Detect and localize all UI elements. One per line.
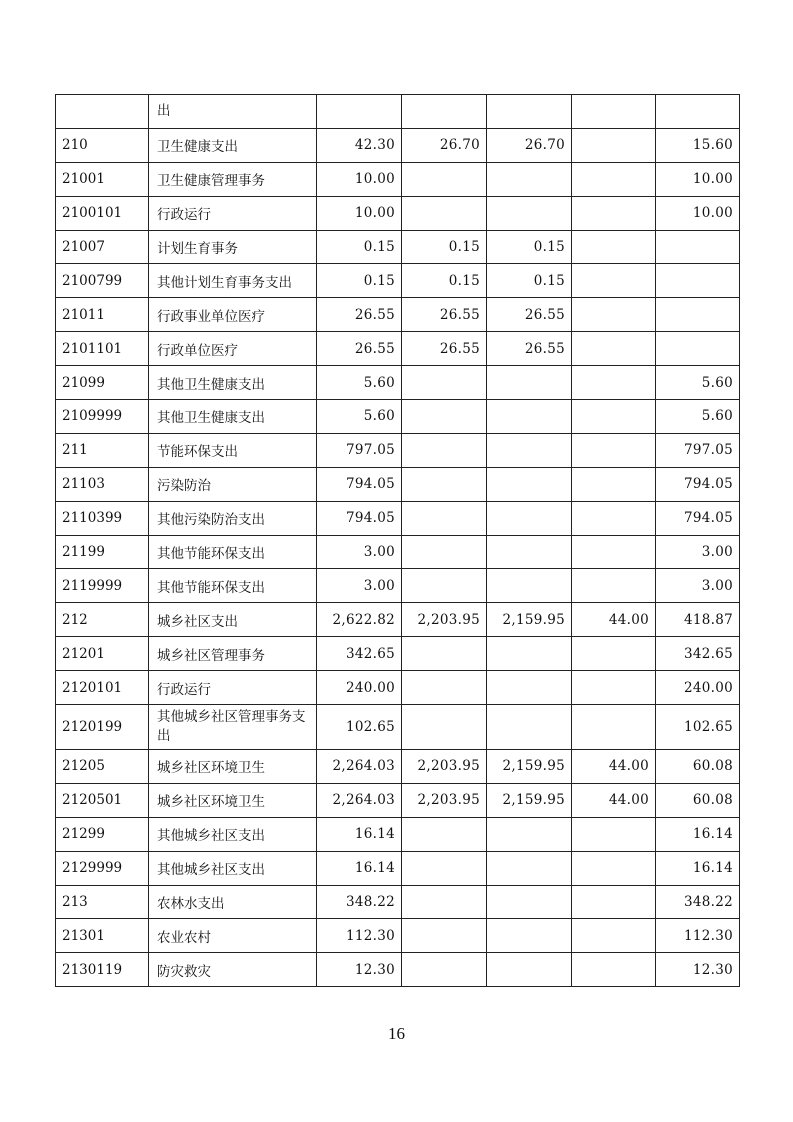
public-expenditure-cell xyxy=(572,851,656,885)
project-expenditure-cell: 16.14 xyxy=(656,851,740,885)
account-code-cell: 2101101 xyxy=(56,332,149,366)
table-row xyxy=(56,433,740,467)
account-name-cell: 卫生健康管理事务 xyxy=(149,162,317,196)
account-name-cell: 污染防治 xyxy=(149,467,317,501)
table-row xyxy=(56,230,740,264)
public-expenditure-cell: 44.00 xyxy=(572,783,656,817)
account-code-cell: 21301 xyxy=(56,919,149,953)
project-expenditure-cell: 10.00 xyxy=(656,196,740,230)
total-amount-cell: 240.00 xyxy=(317,671,402,705)
total-amount-cell: 794.05 xyxy=(317,501,402,535)
account-code-cell: 2129999 xyxy=(56,851,149,885)
account-name-cell: 行政运行 xyxy=(149,196,317,230)
public-expenditure-cell xyxy=(572,332,656,366)
project-expenditure-cell: 3.00 xyxy=(656,535,740,569)
table-row xyxy=(56,501,740,535)
project-expenditure-cell: 348.22 xyxy=(656,885,740,919)
account-name-cell: 行政事业单位医疗 xyxy=(149,298,317,332)
table-row xyxy=(56,196,740,230)
project-expenditure-cell: 112.30 xyxy=(656,919,740,953)
basic-expenditure-cell xyxy=(402,817,487,851)
total-amount-cell: 26.55 xyxy=(317,298,402,332)
table-row xyxy=(56,400,740,434)
account-code-cell: 21205 xyxy=(56,750,149,784)
table-row xyxy=(56,750,740,784)
public-expenditure-cell xyxy=(572,264,656,298)
public-expenditure-cell xyxy=(572,230,656,264)
public-expenditure-cell xyxy=(572,467,656,501)
account-code-cell: 2100101 xyxy=(56,196,149,230)
project-expenditure-cell: 3.00 xyxy=(656,569,740,603)
table-row xyxy=(56,264,740,298)
personnel-expenditure-cell xyxy=(487,433,572,467)
personnel-expenditure-cell: 0.15 xyxy=(487,264,572,298)
personnel-expenditure-cell xyxy=(487,196,572,230)
project-expenditure-cell xyxy=(656,264,740,298)
account-name-cell: 城乡社区管理事务 xyxy=(149,637,317,671)
basic-expenditure-cell xyxy=(402,95,487,129)
basic-expenditure-cell xyxy=(402,501,487,535)
total-amount-cell: 794.05 xyxy=(317,467,402,501)
account-code-cell: 2119999 xyxy=(56,569,149,603)
basic-expenditure-cell: 26.55 xyxy=(402,298,487,332)
total-amount-cell: 5.60 xyxy=(317,366,402,400)
account-code-cell: 21007 xyxy=(56,230,149,264)
personnel-expenditure-cell: 2,159.95 xyxy=(487,783,572,817)
table-row xyxy=(56,637,740,671)
public-expenditure-cell xyxy=(572,569,656,603)
table-row xyxy=(56,467,740,501)
personnel-expenditure-cell xyxy=(487,501,572,535)
table-row xyxy=(56,885,740,919)
project-expenditure-cell xyxy=(656,95,740,129)
personnel-expenditure-cell xyxy=(487,705,572,750)
basic-expenditure-cell xyxy=(402,535,487,569)
personnel-expenditure-cell xyxy=(487,919,572,953)
project-expenditure-cell: 5.60 xyxy=(656,366,740,400)
table-body xyxy=(56,95,740,987)
account-code-cell: 2130119 xyxy=(56,953,149,987)
table-row xyxy=(56,953,740,987)
personnel-expenditure-cell xyxy=(487,366,572,400)
table-row xyxy=(56,603,740,637)
table-row xyxy=(56,851,740,885)
public-expenditure-cell xyxy=(572,705,656,750)
public-expenditure-cell xyxy=(572,128,656,162)
project-expenditure-cell: 12.30 xyxy=(656,953,740,987)
basic-expenditure-cell xyxy=(402,671,487,705)
account-name-cell: 节能环保支出 xyxy=(149,433,317,467)
personnel-expenditure-cell xyxy=(487,162,572,196)
personnel-expenditure-cell: 26.55 xyxy=(487,332,572,366)
account-name-cell: 其他城乡社区支出 xyxy=(149,817,317,851)
personnel-expenditure-cell xyxy=(487,95,572,129)
total-amount-cell: 10.00 xyxy=(317,162,402,196)
personnel-expenditure-cell xyxy=(487,467,572,501)
personnel-expenditure-cell xyxy=(487,953,572,987)
public-expenditure-cell xyxy=(572,366,656,400)
personnel-expenditure-cell xyxy=(487,569,572,603)
account-code-cell: 21199 xyxy=(56,535,149,569)
total-amount-cell: 0.15 xyxy=(317,230,402,264)
project-expenditure-cell: 418.87 xyxy=(656,603,740,637)
personnel-expenditure-cell xyxy=(487,535,572,569)
total-amount-cell: 3.00 xyxy=(317,569,402,603)
project-expenditure-cell: 794.05 xyxy=(656,467,740,501)
account-name-cell: 城乡社区支出 xyxy=(149,603,317,637)
account-code-cell xyxy=(56,95,149,129)
account-code-cell: 21001 xyxy=(56,162,149,196)
basic-expenditure-cell xyxy=(402,919,487,953)
total-amount-cell: 2,622.82 xyxy=(317,603,402,637)
table-row xyxy=(56,535,740,569)
basic-expenditure-cell: 2,203.95 xyxy=(402,783,487,817)
basic-expenditure-cell: 26.70 xyxy=(402,128,487,162)
account-code-cell: 211 xyxy=(56,433,149,467)
project-expenditure-cell: 794.05 xyxy=(656,501,740,535)
basic-expenditure-cell: 2,203.95 xyxy=(402,750,487,784)
personnel-expenditure-cell: 26.70 xyxy=(487,128,572,162)
account-name-cell: 出 xyxy=(149,95,317,129)
public-expenditure-cell xyxy=(572,162,656,196)
table-row xyxy=(56,705,740,750)
project-expenditure-cell: 240.00 xyxy=(656,671,740,705)
account-code-cell: 2109999 xyxy=(56,400,149,434)
personnel-expenditure-cell xyxy=(487,851,572,885)
project-expenditure-cell: 797.05 xyxy=(656,433,740,467)
total-amount-cell: 342.65 xyxy=(317,637,402,671)
public-expenditure-cell xyxy=(572,671,656,705)
public-expenditure-cell: 44.00 xyxy=(572,603,656,637)
account-code-cell: 2120101 xyxy=(56,671,149,705)
table-row xyxy=(56,366,740,400)
personnel-expenditure-cell: 26.55 xyxy=(487,298,572,332)
basic-expenditure-cell xyxy=(402,705,487,750)
public-expenditure-cell xyxy=(572,919,656,953)
table-row xyxy=(56,671,740,705)
basic-expenditure-cell xyxy=(402,885,487,919)
account-name-cell: 卫生健康支出 xyxy=(149,128,317,162)
account-name-cell: 其他城乡社区管理事务支出 xyxy=(149,705,317,750)
public-expenditure-cell xyxy=(572,433,656,467)
account-name-cell: 农业农村 xyxy=(149,919,317,953)
account-code-cell: 2100799 xyxy=(56,264,149,298)
account-code-cell: 2120501 xyxy=(56,783,149,817)
total-amount-cell: 5.60 xyxy=(317,400,402,434)
project-expenditure-cell: 342.65 xyxy=(656,637,740,671)
personnel-expenditure-cell xyxy=(487,637,572,671)
basic-expenditure-cell: 26.55 xyxy=(402,332,487,366)
account-code-cell: 213 xyxy=(56,885,149,919)
basic-expenditure-cell xyxy=(402,851,487,885)
account-name-cell: 防灾救灾 xyxy=(149,953,317,987)
project-expenditure-cell: 10.00 xyxy=(656,162,740,196)
total-amount-cell: 12.30 xyxy=(317,953,402,987)
total-amount-cell xyxy=(317,95,402,129)
personnel-expenditure-cell: 0.15 xyxy=(487,230,572,264)
table-row xyxy=(56,128,740,162)
basic-expenditure-cell: 2,203.95 xyxy=(402,603,487,637)
table-row xyxy=(56,919,740,953)
account-name-cell: 计划生育事务 xyxy=(149,230,317,264)
basic-expenditure-cell xyxy=(402,196,487,230)
personnel-expenditure-cell: 2,159.95 xyxy=(487,750,572,784)
total-amount-cell: 2,264.03 xyxy=(317,783,402,817)
account-code-cell: 212 xyxy=(56,603,149,637)
account-name-cell: 行政运行 xyxy=(149,671,317,705)
public-expenditure-cell xyxy=(572,953,656,987)
table-row xyxy=(56,95,740,129)
public-expenditure-cell xyxy=(572,196,656,230)
personnel-expenditure-cell xyxy=(487,400,572,434)
account-name-cell: 其他节能环保支出 xyxy=(149,535,317,569)
account-code-cell: 21201 xyxy=(56,637,149,671)
account-code-cell: 21011 xyxy=(56,298,149,332)
total-amount-cell: 112.30 xyxy=(317,919,402,953)
public-expenditure-cell xyxy=(572,535,656,569)
table-row xyxy=(56,162,740,196)
account-code-cell: 21103 xyxy=(56,467,149,501)
total-amount-cell: 0.15 xyxy=(317,264,402,298)
table-row xyxy=(56,783,740,817)
project-expenditure-cell xyxy=(656,298,740,332)
public-expenditure-cell xyxy=(572,885,656,919)
personnel-expenditure-cell xyxy=(487,671,572,705)
table-row xyxy=(56,332,740,366)
account-name-cell: 其他卫生健康支出 xyxy=(149,366,317,400)
table-row xyxy=(56,298,740,332)
table-row xyxy=(56,817,740,851)
account-name-cell: 城乡社区环境卫生 xyxy=(149,750,317,784)
basic-expenditure-cell xyxy=(402,569,487,603)
project-expenditure-cell: 102.65 xyxy=(656,705,740,750)
basic-expenditure-cell: 0.15 xyxy=(402,230,487,264)
budget-table xyxy=(55,94,740,987)
basic-expenditure-cell xyxy=(402,162,487,196)
account-name-cell: 其他计划生育事务支出 xyxy=(149,264,317,298)
account-name-cell: 其他卫生健康支出 xyxy=(149,400,317,434)
total-amount-cell: 102.65 xyxy=(317,705,402,750)
public-expenditure-cell xyxy=(572,400,656,434)
total-amount-cell: 16.14 xyxy=(317,817,402,851)
account-name-cell: 其他城乡社区支出 xyxy=(149,851,317,885)
account-name-cell: 其他污染防治支出 xyxy=(149,501,317,535)
public-expenditure-cell xyxy=(572,95,656,129)
account-code-cell: 2110399 xyxy=(56,501,149,535)
project-expenditure-cell: 16.14 xyxy=(656,817,740,851)
total-amount-cell: 42.30 xyxy=(317,128,402,162)
project-expenditure-cell: 5.60 xyxy=(656,400,740,434)
basic-expenditure-cell xyxy=(402,400,487,434)
total-amount-cell: 797.05 xyxy=(317,433,402,467)
total-amount-cell: 348.22 xyxy=(317,885,402,919)
basic-expenditure-cell xyxy=(402,467,487,501)
project-expenditure-cell: 60.08 xyxy=(656,783,740,817)
account-code-cell: 2120199 xyxy=(56,705,149,750)
personnel-expenditure-cell: 2,159.95 xyxy=(487,603,572,637)
basic-expenditure-cell: 0.15 xyxy=(402,264,487,298)
public-expenditure-cell: 44.00 xyxy=(572,750,656,784)
basic-expenditure-cell xyxy=(402,637,487,671)
account-name-cell: 其他节能环保支出 xyxy=(149,569,317,603)
public-expenditure-cell xyxy=(572,298,656,332)
total-amount-cell: 2,264.03 xyxy=(317,750,402,784)
total-amount-cell: 26.55 xyxy=(317,332,402,366)
public-expenditure-cell xyxy=(572,637,656,671)
personnel-expenditure-cell xyxy=(487,817,572,851)
public-expenditure-cell xyxy=(572,501,656,535)
account-code-cell: 210 xyxy=(56,128,149,162)
account-code-cell: 21299 xyxy=(56,817,149,851)
public-expenditure-cell xyxy=(572,817,656,851)
total-amount-cell: 16.14 xyxy=(317,851,402,885)
project-expenditure-cell: 60.08 xyxy=(656,750,740,784)
table-row xyxy=(56,569,740,603)
personnel-expenditure-cell xyxy=(487,885,572,919)
basic-expenditure-cell xyxy=(402,953,487,987)
account-name-cell: 行政单位医疗 xyxy=(149,332,317,366)
basic-expenditure-cell xyxy=(402,366,487,400)
account-name-cell: 城乡社区环境卫生 xyxy=(149,783,317,817)
project-expenditure-cell xyxy=(656,230,740,264)
page-number: 16 xyxy=(388,1024,405,1043)
account-code-cell: 21099 xyxy=(56,366,149,400)
total-amount-cell: 3.00 xyxy=(317,535,402,569)
total-amount-cell: 10.00 xyxy=(317,196,402,230)
project-expenditure-cell: 15.60 xyxy=(656,128,740,162)
account-name-cell: 农林水支出 xyxy=(149,885,317,919)
basic-expenditure-cell xyxy=(402,433,487,467)
project-expenditure-cell xyxy=(656,332,740,366)
